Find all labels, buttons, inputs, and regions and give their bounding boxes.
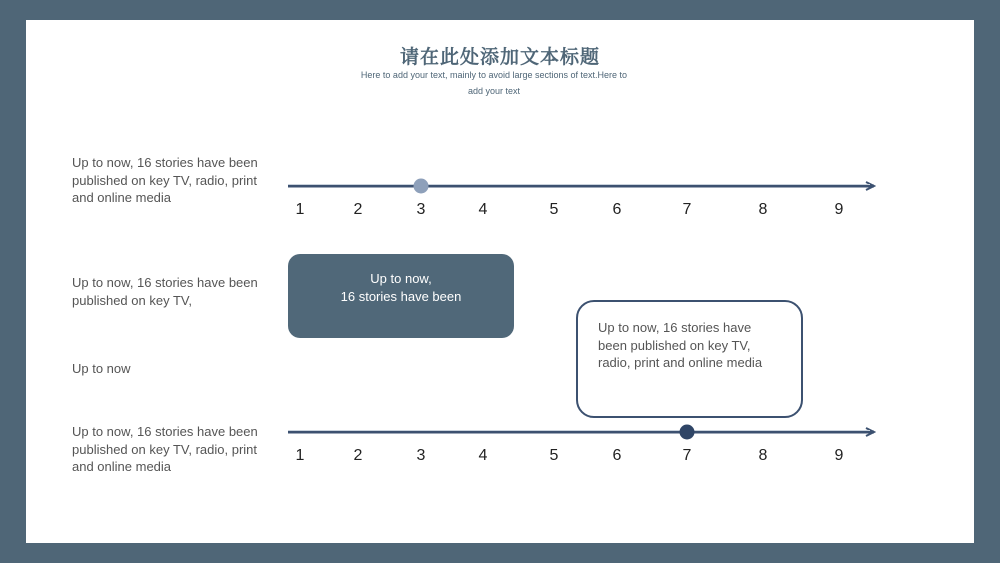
timeline-top-tick-label: 8 [758, 201, 768, 218]
left-text-3: Up to now [72, 361, 131, 376]
timeline-bottom-tick-label: 7 [682, 447, 692, 464]
timeline-top-tick-label: 6 [612, 201, 622, 218]
timeline-bottom-tick-label: 3 [416, 447, 426, 464]
timeline-top-tick-label: 9 [834, 201, 844, 218]
filled-callout-box [288, 254, 514, 338]
timeline-top-tick-label: 2 [353, 201, 363, 218]
timeline-bottom-tick-label: 4 [478, 447, 488, 464]
timeline-bottom-marker [680, 425, 695, 440]
left-text-4: Up to now, 16 stories have been published on key TV, radio, print and online media [72, 424, 258, 474]
left-text-2: Up to now, 16 stories have been published on key TV, [72, 275, 258, 308]
outlined-callout-box [576, 300, 803, 418]
timeline-top-tick-label: 3 [416, 201, 426, 218]
timeline-top-tick-label: 7 [682, 201, 692, 218]
timeline-bottom-tick-label: 6 [612, 447, 622, 464]
timeline-bottom-tick-label: 9 [834, 447, 844, 464]
timeline-bottom-tick-label: 2 [353, 447, 363, 464]
timeline-top-tick-label: 5 [549, 201, 559, 218]
slide-subtitle: Here to add your text, mainly to avoid large sections of text.Here to add your text [360, 70, 628, 96]
timeline-top-marker [414, 179, 429, 194]
outlined-callout-text: Up to now, 16 stories have been published on key TV, radio, print and online media [598, 320, 763, 370]
timeline-bottom-tick-label: 8 [758, 447, 768, 464]
timeline-top-tick-label: 4 [478, 201, 488, 218]
timeline-bottom-tick-label: 5 [549, 447, 559, 464]
slide-canvas [26, 20, 974, 543]
filled-callout-line-1: Up to now, [370, 271, 432, 286]
timeline-top-tick-label: 1 [295, 201, 305, 218]
slide-title: 请在此处添加文本标题 [399, 46, 600, 68]
filled-callout-line-2: 16 stories have been [340, 289, 462, 304]
timeline-bottom-tick-label: 1 [295, 447, 305, 464]
left-text-1: Up to now, 16 stories have been published on key TV, radio, print and online media [72, 155, 258, 205]
